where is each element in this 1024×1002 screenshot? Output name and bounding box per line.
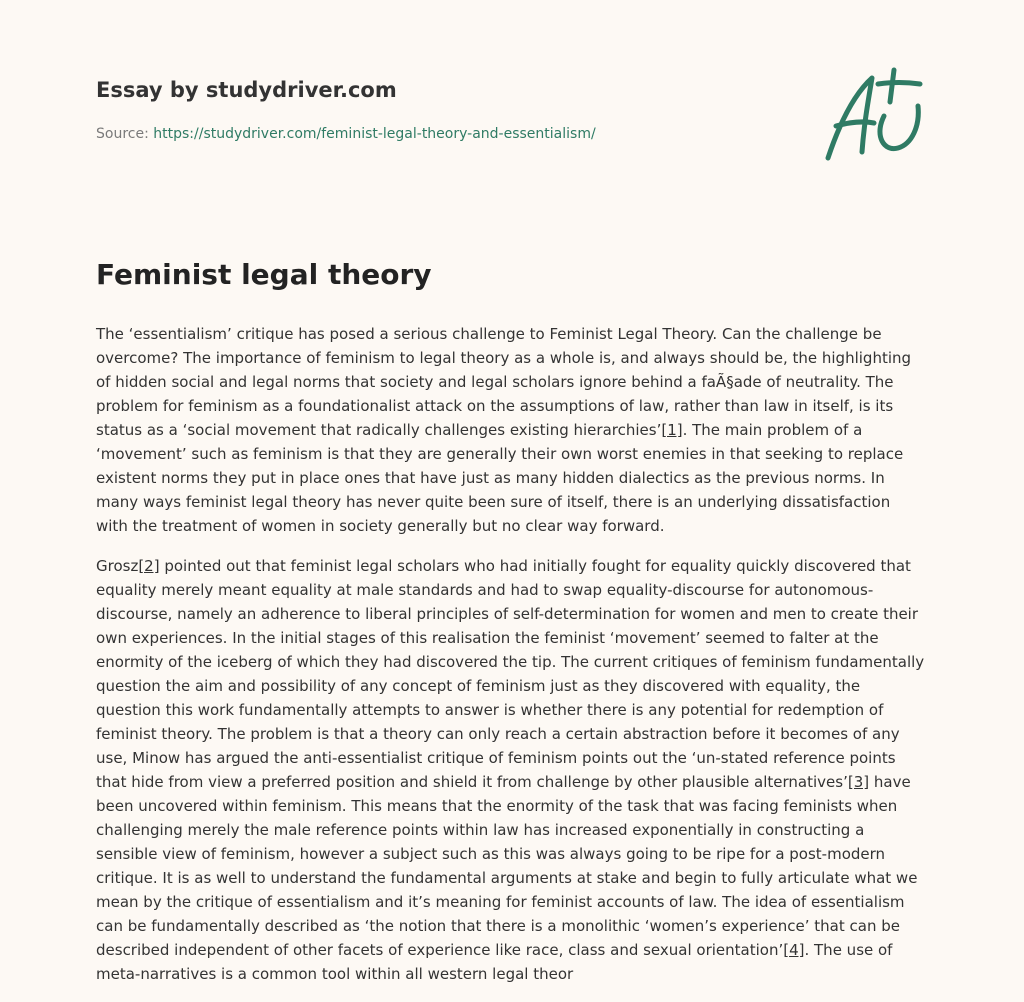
paragraph-text: Grosz (96, 557, 139, 575)
footnote-link-2[interactable]: [2] (138, 557, 160, 575)
page-header (96, 74, 796, 144)
footnote-link-4[interactable]: [4] (783, 941, 805, 959)
source-link[interactable]: https://studydriver.com/feminist-legal-theory-and-essentialism/ (153, 126, 596, 142)
essay-body (96, 255, 926, 1002)
paragraph-1 (96, 322, 926, 538)
essay-title: Feminist legal theory (96, 258, 432, 291)
paragraph-text: The ‘essentialism’ critique has posed a serious challenge to Feminist Legal Theory. Can the challenge be overcome? The importance of feminism to legal theory as a whole is, and always should be, the highlighting of hidden social and legal norms that society and legal scholars ignore behind a faÃ§ade of neutrality. The problem for feminism as a foundationalist attack on the assumptions of law, rather than law in itself, is its status as a ‘social movement that radically challenges existing hierarchies’ (96, 325, 912, 439)
paragraph-text: . The use of meta-narratives is a common tool within all western legal theor (96, 941, 893, 983)
site-title: Essay by studydriver.com (96, 78, 397, 102)
paragraph-text: pointed out that feminist legal scholars who had initially fought for equality quickly discovered that equality merely meant equality at male standards and had to swap equality-discourse for autonomous-discourse, namely an adherence to liberal principles of self-determination for women and men to create their own experiences. In the initial stages of this realisation the feminist ‘movement’ seemed to falter at the enormity of the iceberg of which they had discovered the tip. The current critiques of feminism fundamentally question the aim and possibility of any concept of feminism just as they discovered with equality, the question this work fundamentally attempts to answer is whether there is any potential for redemption of feminist theory. The problem is that a theory can only reach a certain abstraction before it becomes of any use, Minow has argued the anti-essentialist critique of feminism points out the ‘un-stated reference points that hide from view a preferred position and shield it from challenge by other plausible alternatives’ (96, 557, 925, 791)
a-plus-logo-icon (822, 66, 926, 164)
source-label: Source: (96, 126, 154, 142)
paragraph-text: have been uncovered within feminism. This means that the enormity of the task that was facing feminists when challenging merely the male reference points within law has increased exponentially in constructing a sensible view of feminism, however a subject such as this was always going to be ripe for a post-modern critique. It is as well to understand the fundamental arguments at stake and begin to fully articulate what we mean by the critique of essentialism and it’s meaning for feminist accounts of law. The idea of essentialism can be fundamentally described as ‘the notion that there is a monolithic ‘women’s experience’ that can be described independent of other facets of experience like race, class and sexual orientation’ (96, 773, 918, 959)
footnote-link-1[interactable]: [1] (661, 421, 683, 439)
footnote-link-3[interactable]: [3] (847, 773, 870, 791)
paragraph-2 (96, 554, 926, 986)
source-line (96, 124, 796, 144)
paragraph-text: . The main problem of a ‘movement’ such as feminism is that they are generally their own worst enemies in that seeking to replace existent norms they put in place ones that have just as many hidden dialectics as the previous norms. In many ways feminist legal theory has never quite been sure of itself, there is an underlying dissatisfaction with the treatment of women in society generally but no clear way forward. (96, 421, 904, 535)
